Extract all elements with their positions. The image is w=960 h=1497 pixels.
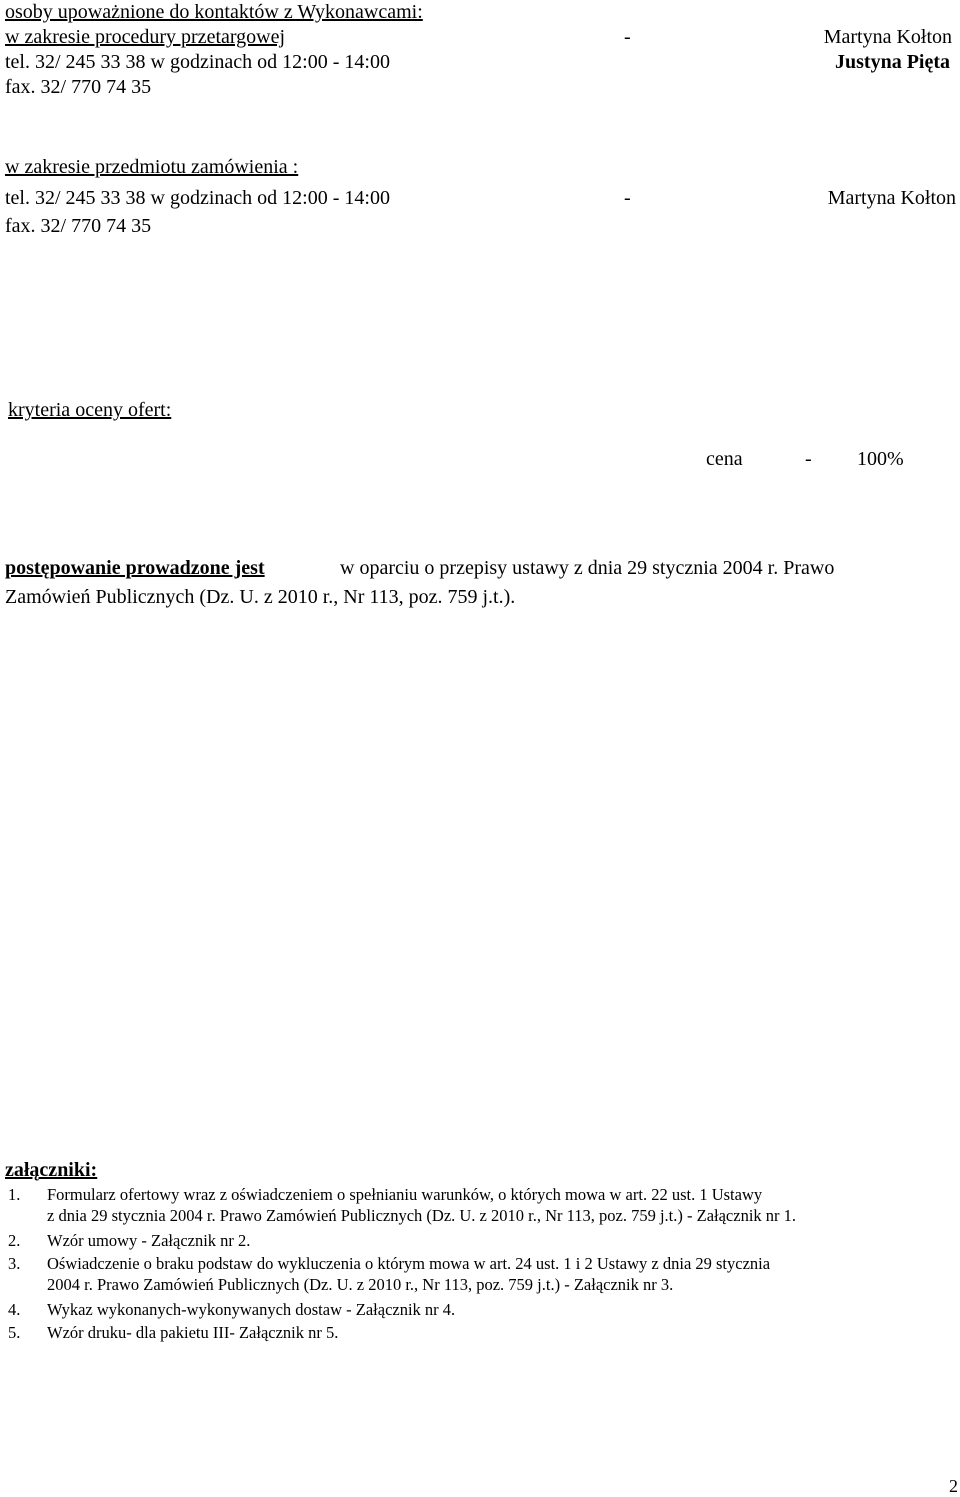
procedure-contact-person-2: Justyna Pięta bbox=[835, 51, 950, 73]
attachment-line: z dnia 29 stycznia 2004 r. Prawo Zamówień Publicznych (Dz. U. z 2010 r., Nr 113, poz. 759 j.t.) - Załącznik nr 1. bbox=[47, 1206, 797, 1225]
subject-dash: - bbox=[624, 187, 631, 209]
attachment-text bbox=[47, 1184, 796, 1226]
attachment-number: 5. bbox=[8, 1323, 21, 1342]
criteria-value: 100% bbox=[857, 448, 904, 470]
criteria-name: cena bbox=[706, 448, 743, 470]
procedure-tel: tel. 32/ 245 33 38 w godzinach od 12:00 - 14:00 bbox=[5, 51, 390, 73]
procedure-basis-heading: postępowanie prowadzone jest bbox=[5, 557, 265, 579]
attachment-2 bbox=[8, 1230, 250, 1251]
page-number: 2 bbox=[949, 1476, 958, 1496]
attachment-number: 2. bbox=[8, 1231, 21, 1250]
procedure-fax: fax. 32/ 770 74 35 bbox=[5, 76, 152, 98]
attachment-4 bbox=[8, 1299, 455, 1320]
procedure-scope-label: w zakresie procedury przetargowej bbox=[5, 26, 286, 48]
attachment-5 bbox=[8, 1322, 338, 1343]
attachment-3 bbox=[8, 1253, 770, 1295]
procedure-dash: - bbox=[624, 26, 631, 48]
attachment-number: 3. bbox=[8, 1254, 21, 1273]
criteria-heading: kryteria oceny ofert: bbox=[8, 399, 172, 421]
attachment-number: 1. bbox=[8, 1185, 21, 1204]
attachment-line: Oświadczenie o braku podstaw do wykluczenia o którym mowa w art. 24 ust. 1 i 2 Ustawy z dnia 29 stycznia bbox=[47, 1254, 771, 1273]
procedure-basis-line-1: w oparciu o przepisy ustawy z dnia 29 stycznia 2004 r. Prawo bbox=[340, 557, 835, 579]
attachment-1 bbox=[8, 1184, 796, 1226]
subject-fax: fax. 32/ 770 74 35 bbox=[5, 215, 152, 237]
attachment-text bbox=[47, 1253, 770, 1295]
criteria-dash: - bbox=[805, 448, 812, 470]
subject-scope-label: w zakresie przedmiotu zamówienia : bbox=[5, 156, 299, 178]
subject-tel: tel. 32/ 245 33 38 w godzinach od 12:00 - 14:00 bbox=[5, 187, 390, 209]
attachment-text bbox=[47, 1299, 455, 1320]
attachment-number: 4. bbox=[8, 1300, 21, 1319]
attachment-line: Wzór druku- dla pakietu III- Załącznik nr 5. bbox=[47, 1323, 339, 1342]
attachment-text bbox=[47, 1322, 338, 1343]
attachment-line: 2004 r. Prawo Zamówień Publicznych (Dz. U. z 2010 r., Nr 113, poz. 759 j.t.) - Załącznik nr 3. bbox=[47, 1275, 674, 1294]
attachments-heading: załączniki: bbox=[5, 1159, 98, 1181]
attachment-line: Wzór umowy - Załącznik nr 2. bbox=[47, 1231, 251, 1250]
procedure-contact-person-1: Martyna Kołton bbox=[823, 26, 952, 48]
contacts-heading: osoby upoważnione do kontaktów z Wykonawcami: bbox=[5, 1, 423, 23]
subject-contact-person: Martyna Kołton bbox=[827, 187, 956, 209]
attachment-line: Wykaz wykonanych-wykonywanych dostaw - Załącznik nr 4. bbox=[47, 1300, 456, 1319]
procedure-basis-line-2: Zamówień Publicznych (Dz. U. z 2010 r., Nr 113, poz. 759 j.t.). bbox=[5, 586, 516, 608]
attachment-line: Formularz ofertowy wraz z oświadczeniem o spełnianiu warunków, o których mowa w art. 22 ust. 1 Ustawy bbox=[47, 1185, 763, 1204]
attachment-text bbox=[47, 1230, 250, 1251]
